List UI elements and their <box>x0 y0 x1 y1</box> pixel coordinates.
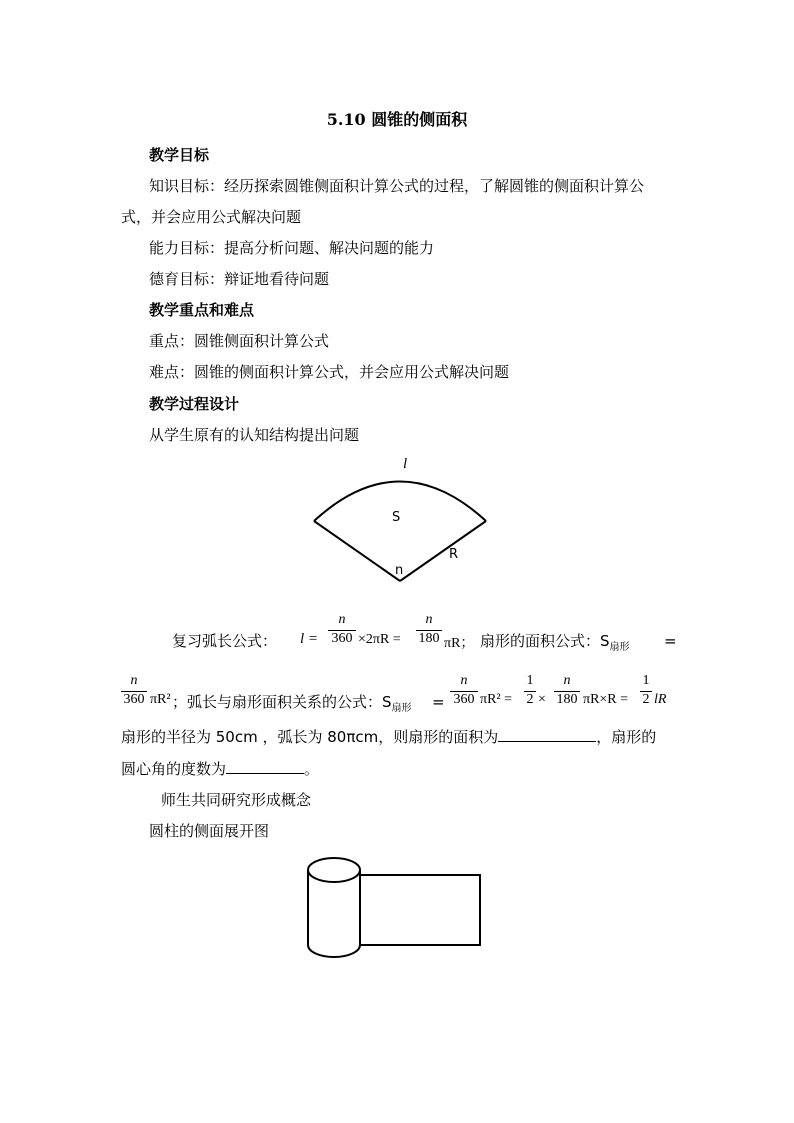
sector-arc-label: l <box>403 456 408 472</box>
frac-num: 1 <box>642 673 650 688</box>
frac-den: 2 <box>642 692 650 707</box>
goal-moral: 德育目标：辩证地看待问题 <box>149 270 330 288</box>
intro-text: 从学生原有的认知结构提出问题 <box>149 426 360 444</box>
fraction-n-over-360 <box>328 612 356 647</box>
concept-title: 师生共同研究形成概念 <box>161 791 312 809</box>
unfolded-rectangle <box>360 875 480 945</box>
frac-den: 360 <box>123 692 145 707</box>
problem-line2-tail: 。 <box>304 760 320 778</box>
frac-num: 1 <box>526 673 534 688</box>
frac-den: 360 <box>453 692 475 707</box>
l-equals <box>300 631 318 648</box>
sector-left-radius <box>314 521 400 581</box>
goal-knowledge-line1: 知识目标：经历探索圆锥侧面积计算公式的过程，了解圆锥的侧面积计算公 <box>149 177 645 195</box>
frac-den: 360 <box>331 631 353 646</box>
sector-area-formula-label <box>480 631 630 654</box>
problem-line2-text: 圆心角的度数为 <box>121 760 227 778</box>
equals-sign: = <box>664 632 677 650</box>
frac-den: 2 <box>526 692 534 707</box>
fraction-n-over-180-b <box>554 673 580 708</box>
key-point: 重点：圆锥侧面积计算公式 <box>149 332 330 350</box>
relation-text: ；弧长与扇形面积关系的公式：S <box>172 693 392 711</box>
fraction-1-over-2 <box>524 673 536 708</box>
heading-key-points: 教学重点和难点 <box>149 301 255 319</box>
frac-num: n <box>130 673 138 688</box>
problem-line2 <box>121 759 319 779</box>
difficulty-point: 难点：圆锥的侧面积计算公式，并会应用公式解决问题 <box>149 363 510 381</box>
goal-ability: 能力目标：提高分析问题、解决问题的能力 <box>149 239 435 257</box>
sector-angle-label: n <box>395 563 404 578</box>
cylinder-bottom-arc <box>308 945 360 957</box>
cylinder-unfold-diagram <box>300 850 490 962</box>
page-title: 5.10 圆锥的侧面积 <box>326 110 468 129</box>
answer-blank-area[interactable] <box>498 741 596 742</box>
frac-num: n <box>338 612 346 627</box>
heading-teaching-goals: 教学目标 <box>149 146 210 164</box>
cylinder-top-ellipse <box>308 858 360 882</box>
cylinder-caption: 圆柱的侧面展开图 <box>149 822 270 840</box>
times-sign: × <box>538 692 546 707</box>
problem-line1-tail: ，扇形的 <box>596 728 657 746</box>
subscript-sector: 扇形 <box>609 642 630 653</box>
sector-area-label: S <box>392 510 401 525</box>
problem-line1-text: 扇形的半径为 50cm ，弧长为 80πcm，则扇形的面积为 <box>121 728 499 746</box>
times-2piR: ×2πR = <box>358 632 401 647</box>
piR2-text: πR² <box>150 692 171 707</box>
fraction-n-over-360-b <box>121 673 147 708</box>
frac-num: n <box>425 612 433 627</box>
piR2-eq-text: πR² = <box>480 692 512 707</box>
piR-text: πR； <box>444 636 475 651</box>
fraction-n-over-180 <box>416 612 442 647</box>
fraction-n-over-360-c <box>450 673 478 708</box>
sector-radius-label: R <box>449 547 459 562</box>
sector-area-text: 扇形的面积公式：S <box>480 632 610 650</box>
problem-line1 <box>121 727 656 747</box>
fraction-1-over-2-b <box>640 673 652 708</box>
frac-num: n <box>460 673 468 688</box>
l-eq-text: l = <box>300 631 319 647</box>
frac-den: 180 <box>556 692 578 707</box>
goal-knowledge-line2: 式，并会应用公式解决问题 <box>121 208 302 226</box>
subscript-sector-2: 扇形 <box>391 703 412 714</box>
equals-sign-2: = <box>432 693 445 711</box>
sector-right-radius <box>400 521 486 581</box>
answer-blank-angle[interactable] <box>226 773 304 774</box>
review-arc-label: 复习弧长公式： <box>172 632 278 650</box>
relation-label <box>172 692 412 715</box>
heading-teaching-design: 教学过程设计 <box>149 395 240 413</box>
lR-text: lR <box>654 692 667 707</box>
piRxR-text: πR×R = <box>583 692 629 707</box>
frac-num: n <box>563 673 571 688</box>
frac-den: 180 <box>418 631 440 646</box>
